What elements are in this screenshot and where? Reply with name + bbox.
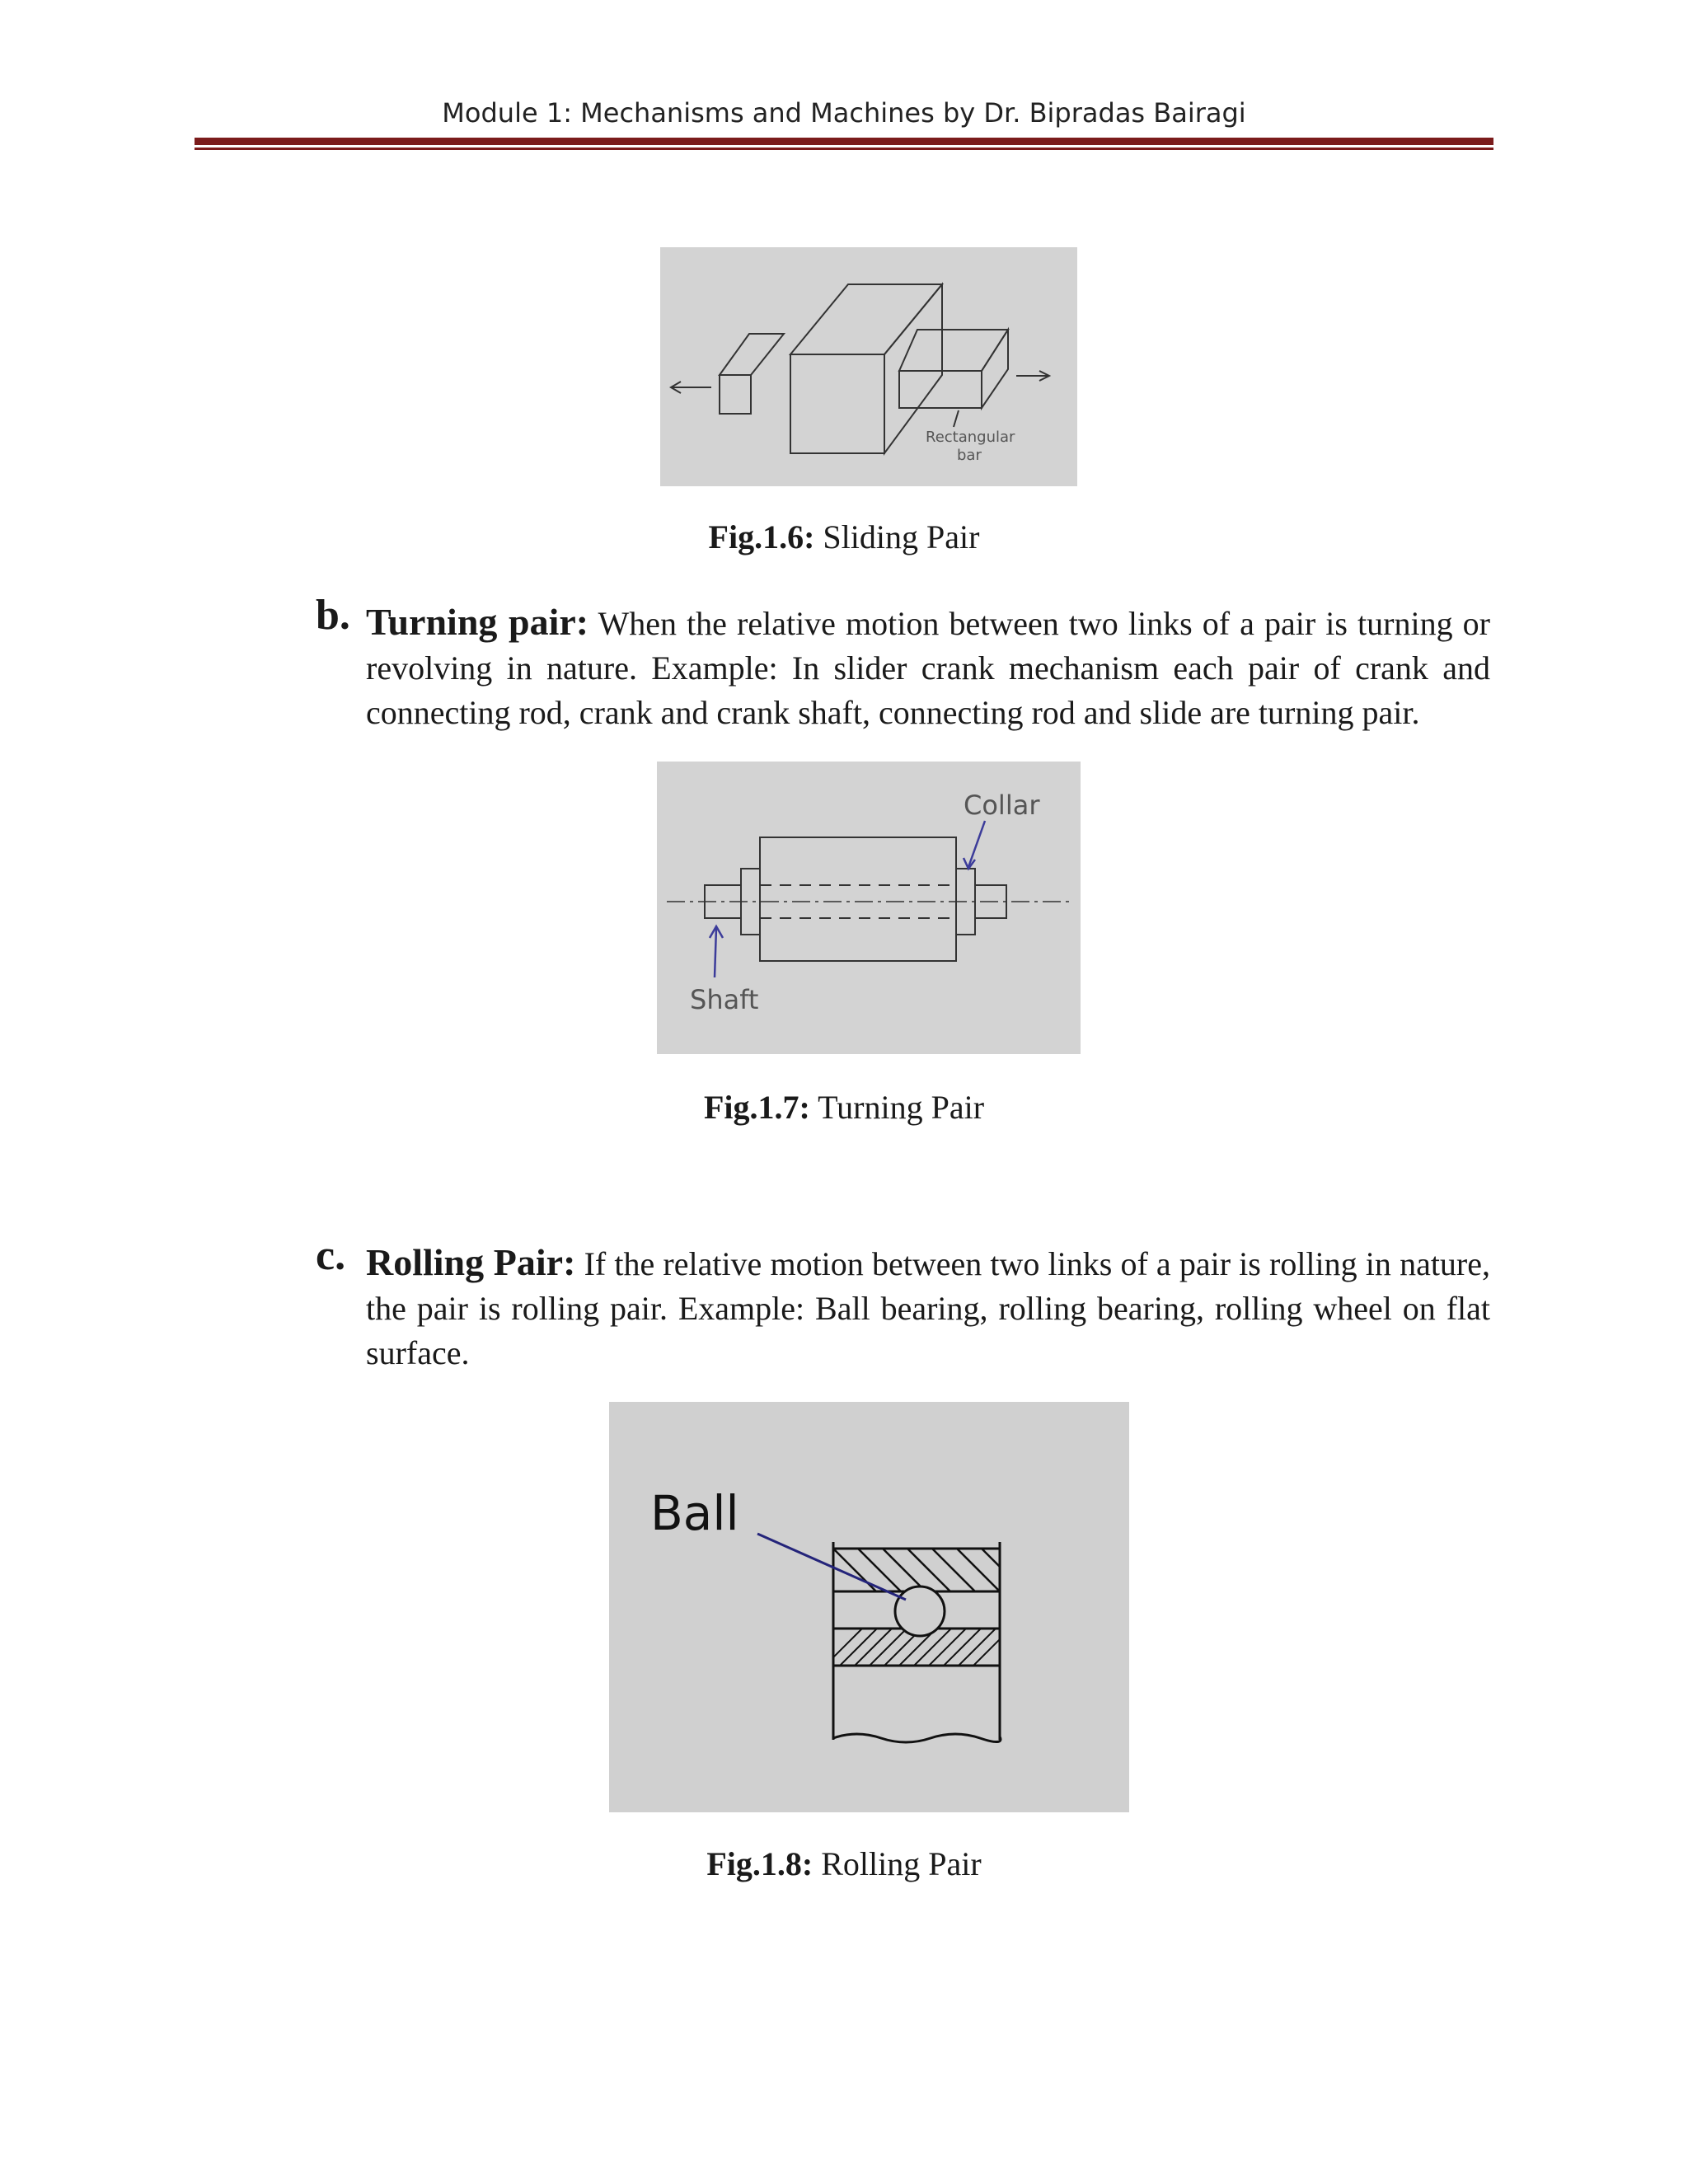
- annotation-rectangular: Rectangular: [926, 429, 1015, 446]
- figure-rolling-pair: [609, 1402, 1129, 1812]
- header-title: Module 1: Mechanisms and Machines by Dr. Bipradas Bairagi: [442, 97, 1246, 129]
- section-text: When the relative motion between two links of a pair is turning or revolving in nature. Example: In slider crank mechanism each pair of crank and connecting rod, crank and crank shaft, connecting rod and slide are turning pair.: [366, 605, 1490, 731]
- figure-caption-text: Turning Pair: [818, 1089, 985, 1126]
- figure-caption-1-8: [0, 1844, 1688, 1883]
- figure-sliding-pair: [660, 247, 1077, 486]
- annotation-bar: bar: [957, 447, 982, 464]
- figure-label: Fig.1.7:: [703, 1089, 810, 1126]
- rolling-pair-drawing: [609, 1402, 1129, 1812]
- section-text: If the relative motion between two links of a pair is rolling in nature, the pair is rolling pair. Example: Ball bearing, rolling bearing, rolling wheel on flat surface.: [366, 1245, 1491, 1371]
- ball-element: [895, 1586, 945, 1636]
- figure-caption-text: Rolling Pair: [821, 1845, 982, 1882]
- annotation-collar: Collar: [964, 790, 1040, 821]
- header-rule-thin: [195, 148, 1493, 150]
- section-turning-pair: [316, 592, 1490, 735]
- section-rolling-pair: [316, 1232, 1491, 1376]
- figure-caption-text: Sliding Pair: [823, 518, 980, 555]
- figure-label: Fig.1.6:: [708, 518, 815, 555]
- figure-label: Fig.1.8:: [706, 1845, 814, 1882]
- annotation-shaft: Shaft: [690, 984, 759, 1015]
- sliding-pair-drawing: [660, 247, 1077, 486]
- figure-caption-1-6: [0, 518, 1688, 556]
- list-marker: b.: [316, 592, 350, 639]
- turning-pair-drawing: [657, 762, 1081, 1054]
- term-heading: Turning pair:: [366, 601, 589, 643]
- term-heading: Rolling Pair:: [366, 1241, 576, 1283]
- figure-caption-1-7: [0, 1088, 1688, 1127]
- figure-turning-pair: [657, 762, 1081, 1054]
- header-rule: [195, 138, 1493, 145]
- list-marker: c.: [316, 1232, 346, 1279]
- annotation-ball: Ball: [650, 1485, 739, 1541]
